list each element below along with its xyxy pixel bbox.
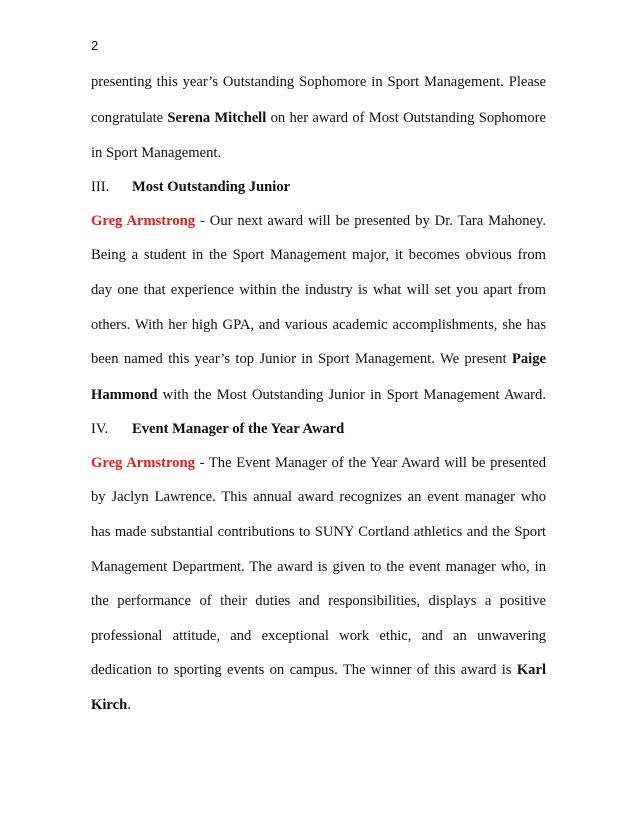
awardee-name: Hammond [91,387,158,403]
paragraph-line [91,558,546,576]
speaker-name: Greg Armstrong [91,213,196,229]
awardee-name: Serena Mitchell [167,110,267,126]
paragraph-line [91,281,546,299]
paragraph-line [91,661,546,679]
text-segment: dedication to sporting events on campus. The winner of this award is [91,662,517,678]
paragraph-line [91,523,546,541]
text-segment: in Sport Management. [91,145,222,161]
heading-number: III. [91,179,110,195]
paragraph-line [91,109,546,127]
section-heading [91,420,344,438]
awardee-name: Karl [516,662,546,678]
paragraph-line [91,144,221,162]
heading-title: Most Outstanding Junior [132,179,291,195]
paragraph-line [91,454,546,472]
paragraph-line [91,488,546,506]
text-segment: day one that experience within the industry is what will set you apart from [91,282,546,298]
text-segment: has made substantial contributions to SUNY Cortland athletics and the Sport [91,524,546,540]
text-segment: Management Department. The award is given to the event manager who, in [91,559,546,575]
heading-title: Event Manager of the Year Award [132,421,345,437]
page-number: 2 [91,38,99,53]
heading-number: IV. [91,421,109,437]
paragraph-line [91,316,546,334]
text-segment: - The Event Manager of the Year Award will be presented [194,455,546,471]
text-segment: with the Most Outstanding Junior in Sport Management Award. [157,387,546,403]
text-segment: others. With her high GPA, and various academic accomplishments, she has [91,317,546,333]
paragraph-line [91,350,546,368]
paragraph-line [91,73,546,91]
paragraph-line [91,696,131,714]
text-segment: presenting this year’s Outstanding Sophomore in Sport Management. Please [91,74,546,90]
text-segment: by Jaclyn Lawrence. This annual award recognizes an event manager who [91,489,546,505]
paragraph-line [91,386,546,404]
speaker-name: Greg Armstrong [91,455,195,471]
text-segment: the performance of their duties and responsibilities, displays a positive [91,593,546,609]
paragraph-line [91,592,546,610]
text-segment: been named this year’s top Junior in Sport Management. We present [91,351,512,367]
text-segment: . [127,697,131,713]
text-segment: congratulate [91,110,168,126]
section-heading [91,178,290,196]
paragraph-line [91,246,546,264]
paragraph-line [91,212,546,230]
text-segment: professional attitude, and exceptional work ethic, and an unwavering [91,628,546,644]
awardee-name: Paige [511,351,546,367]
paragraph-line [91,627,546,645]
text-segment: Being a student in the Sport Management major, it becomes obvious from [91,247,546,263]
text-segment: - Our next award will be presented by Dr. Tara Mahoney. [195,213,546,229]
awardee-name: Kirch [91,697,128,713]
text-segment: on her award of Most Outstanding Sophomore [266,110,546,126]
